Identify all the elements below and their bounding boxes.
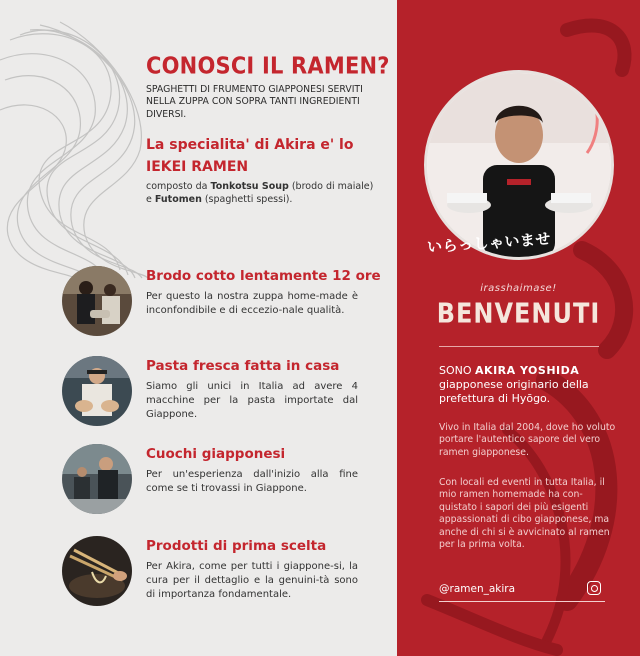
specialty-desc-text: (brodo di maiale) e (146, 181, 374, 205)
noodle-illustration (0, 20, 150, 280)
feature-title: Brodo cotto lentamente 12 ore (146, 268, 381, 284)
noodle-maker-photo (62, 356, 132, 426)
feature-description: Per Akira, come per tutti i giappone-si, la cura per il dettaglio e la genuini-tà sono di importanza fondamentale. (146, 561, 358, 600)
ramen-intro: SPAGHETTI DI FRUMENTO GIAPPONESI SERVITI NELLA ZUPPA CON SOPRA TANTI INGREDIENTI DIVERSI. (146, 84, 363, 120)
chefs-photo (62, 444, 132, 514)
feature-title: Prodotti di prima scelta (146, 538, 327, 554)
feature-description: Per questo la nostra zuppa home-made è inconfondibile e di eccezio-nale qualità. (146, 291, 358, 316)
feature-description: Per un'esperienza dall'inizio alla fine come se ti trovassi in Giappone. (146, 469, 358, 494)
kitchen-photo (62, 266, 132, 336)
chef-name: AKIRA YOSHIDA (475, 364, 580, 377)
feature-ingredients (62, 536, 392, 616)
instagram-icon[interactable] (587, 581, 601, 595)
chef-story: Vivo in Italia dal 2004, dove ho voluto portare l'autentico sapore del vero ramen giapponese. (439, 422, 616, 458)
tonkotsu-label: Tonkotsu Soup (210, 181, 289, 192)
specialty-description (146, 180, 376, 206)
specialty-desc-text: (spaghetti spessi). (201, 194, 293, 205)
japanese-greeting: いらっしゃいませ (426, 229, 552, 257)
chef-story-2: Con locali ed eventi in tutta Italia, il mio ramen homemade ha con-quistato i sapori dei più esigenti appassionati di cibo giapponese, ma anche di chi si è avvicinato al ramen per la prima volta. (439, 477, 610, 551)
feature-title: Cuochi giapponesi (146, 446, 286, 462)
instagram-handle[interactable]: @ramen_akira (439, 583, 516, 595)
chef-origin: giapponese originario della prefettura di Hyōgo. (439, 378, 589, 405)
specialty-desc-text: composto da (146, 181, 211, 192)
specialty-title-line2: IEKEI RAMEN (146, 159, 249, 175)
futomen-label: Futomen (154, 194, 202, 205)
specialty-title-line1: La specialita' di Akira e' lo (146, 137, 354, 153)
feature-chefs (62, 444, 392, 524)
right-panel (397, 0, 640, 656)
feature-broth (62, 266, 392, 346)
welcome-heading: BENVENUTI (436, 297, 601, 330)
feature-description: Siamo gli unici in Italia ad avere 4 macchine per la pasta importate dal Giappone. (146, 381, 358, 420)
greeting-romaji: irasshaimase! (480, 283, 557, 294)
instagram-link[interactable] (439, 580, 605, 602)
specialty-title (146, 134, 386, 178)
divider (439, 346, 599, 347)
feature-pasta (62, 356, 392, 436)
page-title: CONOSCI IL RAMEN? (146, 53, 390, 79)
intro-prefix: SONO (439, 364, 476, 377)
chopsticks-photo (62, 536, 132, 606)
chef-intro (439, 364, 619, 406)
feature-title: Pasta fresca fatta in casa (146, 358, 340, 374)
